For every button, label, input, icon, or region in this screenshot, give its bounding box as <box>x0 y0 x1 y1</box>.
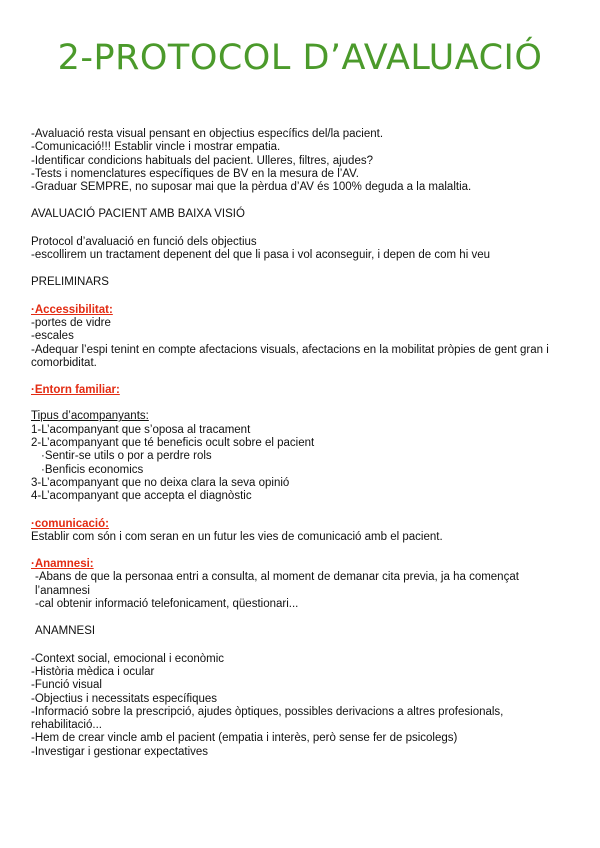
list-item: -portes de vidre <box>31 316 111 329</box>
list-item: -Informació sobre la prescripció, ajudes òptiques, possibles derivacions a altres profesionals, rehabilitació... <box>31 705 504 732</box>
list-item: -Tests i nomenclatures específiques de BV en la mesura de l’AV. <box>31 167 359 180</box>
comunicacio-text: Establir com són i com seran en un futur les vies de comunicació amb el pacient. <box>31 530 443 543</box>
list-item: -Objectius i necessitats específiques <box>31 692 218 705</box>
list-item: -Context social, emocional i econòmic <box>31 652 225 665</box>
list-item: 3-L’acompanyant que no deixa clara la seva opinió <box>31 476 290 489</box>
section-heading-baixa-visio: AVALUACIÓ PACIENT AMB BAIXA VISIÓ <box>31 208 245 221</box>
list-item: -cal obtenir informació telefonicament, qüestionari... <box>35 598 299 611</box>
list-item: -escales <box>31 330 74 343</box>
list-item: -Avaluació resta visual pensant en objectius específics del/la pacient. <box>31 128 384 140</box>
anamnesi-list <box>31 653 576 759</box>
section-heading-anamnesi: ANAMNESI <box>35 625 96 638</box>
list-item: ·Sentir-se utils o por a perdre rols <box>41 450 212 463</box>
list-item: -Identificar condicions habituals del pacient. Ulleres, filtres, ajudes? <box>31 154 373 167</box>
list-item: -Hem de crear vincle amb el pacient (empatia i interès, però sense fer de psicolegs) <box>31 732 458 745</box>
list-item: -Abans de que la personaa entri a consulta, al moment de demanar cita previa, ja ha començat l’anamnesi <box>35 571 519 597</box>
page-title: 2-PROTOCOL D’AVALUACIÓ <box>57 38 543 78</box>
list-item: -Graduar SEMPRE, no suposar mai que la pèrdua d’AV és 100% deguda a la malaltia. <box>31 181 472 194</box>
entorn-heading: ·Entorn familiar: <box>31 384 120 397</box>
document-body <box>31 128 576 759</box>
list-item: -Funció visual <box>31 679 102 692</box>
list-item: -Investigar i gestionar expectatives <box>31 745 209 758</box>
list-item: ·Benficis economics <box>41 463 144 476</box>
entorn-subtitle: Tipus d’acompanyants: <box>31 410 149 423</box>
list-item: -Adequar l’espi tenint en compte afectacions visuals, afectacions en la mobilitat pròpies de gent gran i comorbiditat. <box>31 343 549 369</box>
protocol-line: Protocol d’avaluació en funció dels objectius <box>31 235 257 248</box>
anamnesi-heading: ·Anamnesi: <box>31 558 94 571</box>
intro-list <box>31 128 576 194</box>
list-item: -Comunicació!!! Establir vincle i mostrar empatia. <box>31 141 281 154</box>
comunicacio-heading: ·comunicació: <box>31 517 109 530</box>
accessibilitat-heading: ·Accessibilitat: <box>31 303 113 316</box>
list-item: 2-L’acompanyant que té beneficis ocult sobre el pacient <box>31 437 315 450</box>
list-item: -Història mèdica i ocular <box>31 665 155 678</box>
protocol-line: -escollirem un tractament depenent del que li pasa i vol aconseguir, i depen de com hi veu <box>31 249 490 262</box>
list-item: 4-L’acompanyant que accepta el diagnòstic <box>31 490 252 503</box>
list-item: 1-L’acompanyant que s’oposa al tracament <box>31 423 251 436</box>
section-heading-preliminars: PRELIMINARS <box>31 276 109 289</box>
